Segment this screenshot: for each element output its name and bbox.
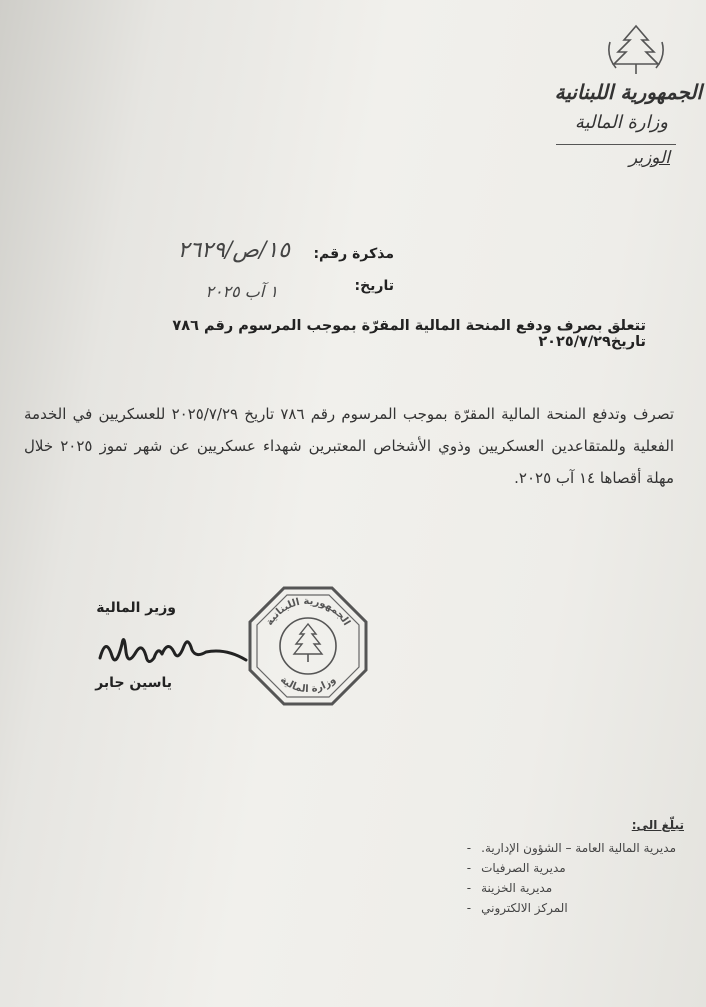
ministry-name: وزارة المالية bbox=[574, 112, 668, 133]
memo-subject: تتعلق بصرف ودفع المنحة المالية المقرّة بموجب المرسوم رقم ٧٨٦ تاريخ٢٠٢٥/٧/٢٩ bbox=[172, 318, 646, 350]
handwritten-signature bbox=[96, 622, 256, 678]
cedar-emblem-icon bbox=[604, 22, 668, 78]
official-seal-stamp bbox=[244, 582, 372, 710]
distribution-list bbox=[463, 838, 676, 918]
list-item: - مديرية الصرفيات bbox=[466, 861, 566, 875]
list-item: - مديرية الخزينة bbox=[466, 881, 553, 895]
memo-body: تصرف وتدفع المنحة المالية المقرّة بموجب المرسوم رقم ٧٨٦ تاريخ ٢٠٢٥/٧/٢٩ للعسكريين في الخدمة الفعلية وللمتقاعدين العسكريين وذوي الأشخاص المعتبرين شهداء عسكريين عن شهر تموز ٢٠٢٥ خلال مهلة أقصاها ١٤ آب ٢٠٢٥. bbox=[24, 405, 675, 487]
svg-text:الجمهورية اللبنانية bbox=[264, 596, 352, 628]
republic-name: الجمهورية اللبنانية bbox=[554, 80, 702, 104]
signatory-title: وزير المالية bbox=[96, 600, 176, 616]
seal-bottom-text: وزارة المالية bbox=[277, 674, 339, 696]
memo-number-label: مذكرة رقم: bbox=[313, 246, 394, 262]
list-item: - مديرية المالية العامة – الشؤون الإدارية. bbox=[466, 841, 676, 855]
list-item: - المركز الالكتروني bbox=[466, 901, 568, 915]
svg-text:وزارة المالية bbox=[278, 674, 338, 695]
header-divider bbox=[556, 144, 676, 145]
minister-office-title: الوزير bbox=[628, 148, 670, 168]
memo-date-value: ١ آب ٢٠٢٥ bbox=[205, 282, 278, 301]
seal-top-text: الجمهورية اللبنانية bbox=[264, 595, 352, 628]
signatory-name: ياسين جابر bbox=[95, 675, 172, 691]
memo-number-value: ١٥/ص/٢٦٢٩ bbox=[177, 238, 290, 263]
memo-date-label: تاريخ: bbox=[354, 278, 394, 294]
distribution-title: تبلّغ الى: bbox=[631, 818, 684, 832]
